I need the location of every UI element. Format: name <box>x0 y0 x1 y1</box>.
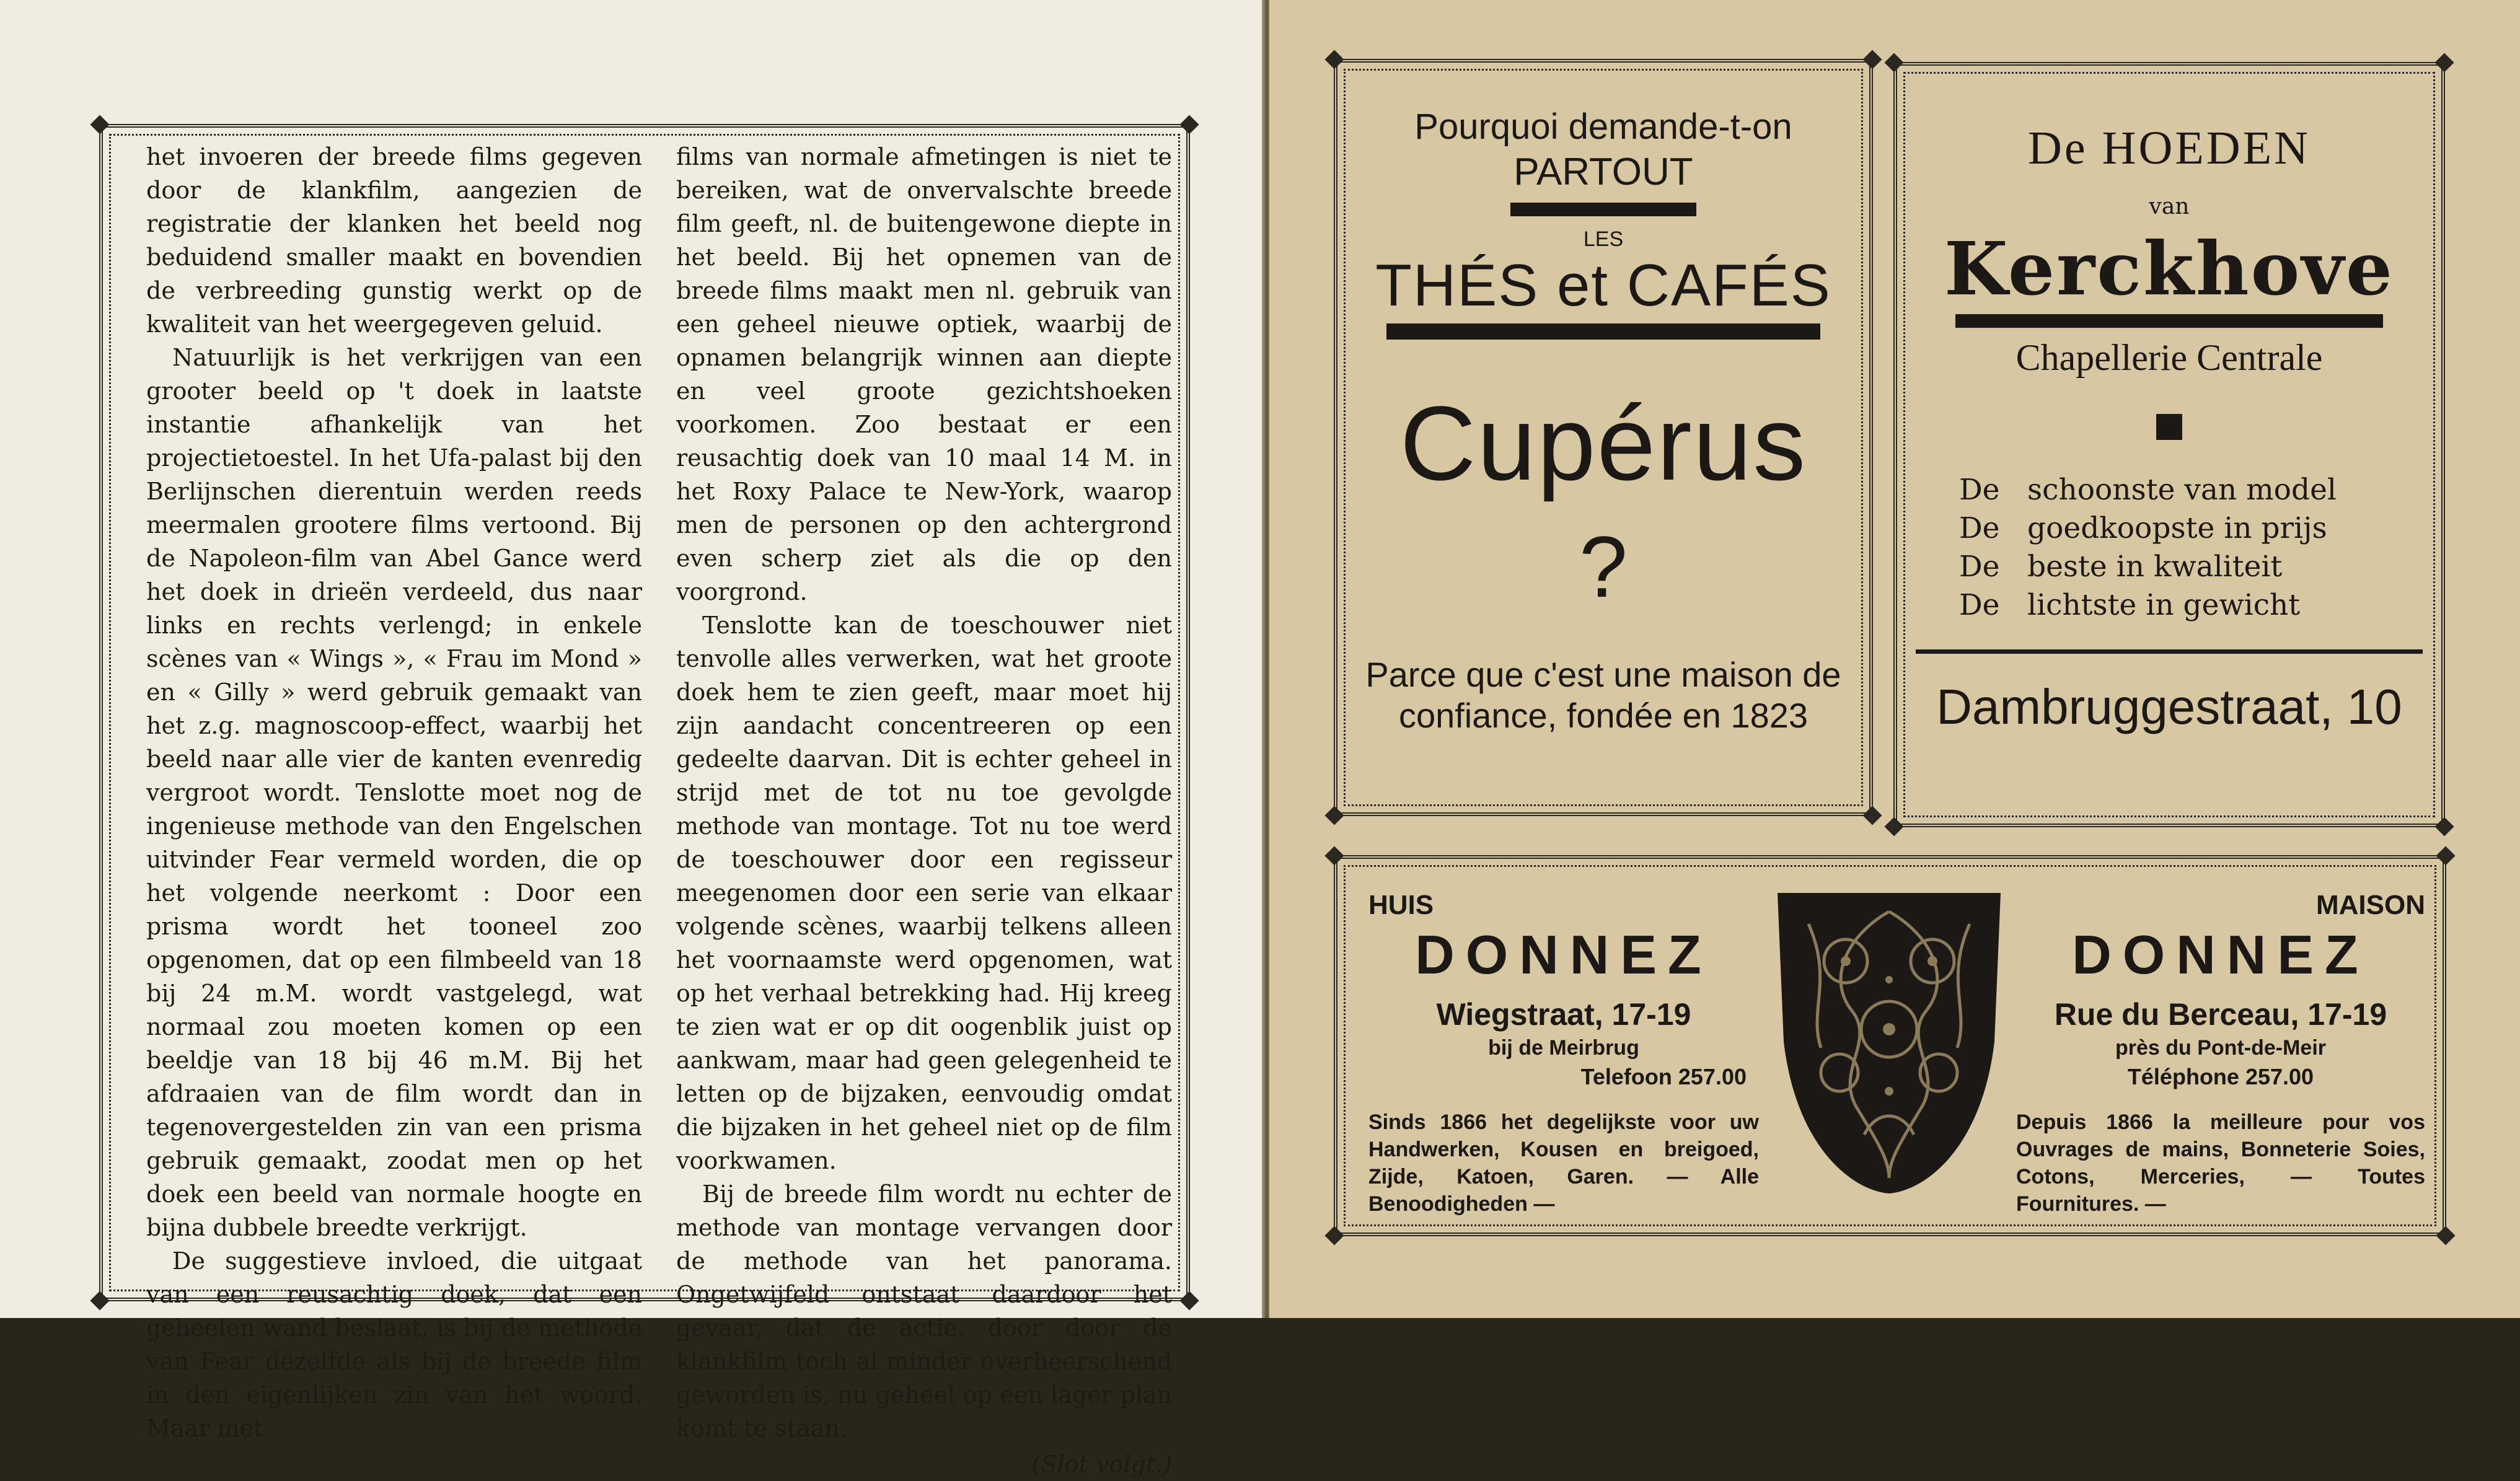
cuperus-les: LES <box>1583 227 1624 251</box>
square-ornament <box>2156 414 2182 440</box>
kerckhove-claim <box>1959 586 2441 625</box>
donnez-huis-label: HUIS <box>1368 890 1434 920</box>
cuperus-question: Pourquoi demande-t-on <box>1414 107 1792 147</box>
donnez-name: DONNEZ <box>2072 924 2369 985</box>
corner-ornament <box>90 115 109 134</box>
claim-prefix: De <box>1959 511 2000 545</box>
donnez-description: Depuis 1866 la meilleure pour vos Ouvrages de mains, Bonneterie Soies, Cotons, Merceries, — Toutes Fournitures. — <box>2016 1110 2425 1216</box>
kerckhove-claims-list <box>1959 471 2441 625</box>
kerckhove-claim <box>1959 471 2441 509</box>
donnez-near: bij de Meirbrug <box>1488 1036 1639 1060</box>
cuperus-advertisement <box>1334 59 1873 816</box>
donnez-dutch-section <box>1368 890 1759 1218</box>
cuperus-tagline: Parce que c'est une maison de confiance, fondée en 1823 <box>1365 655 1841 735</box>
claim-prefix: De <box>1959 473 2000 507</box>
claim-prefix: De <box>1959 550 2000 584</box>
claim-text: lichtste in gewicht <box>2027 588 2301 622</box>
cuperus-products: THÉS et CAFÉS <box>1375 252 1831 319</box>
donnez-name: DONNEZ <box>1415 924 1712 985</box>
donnez-maison-label: MAISON <box>2316 890 2425 920</box>
corner-ornament <box>1179 115 1199 134</box>
kerckhove-address: Dambruggestraat, 10 <box>1936 679 2402 734</box>
claim-text: goedkoopste in prijs <box>2027 511 2327 545</box>
article-paragraph: Bij de breede film wordt nu echter de methode van montage vervangen door de methode van het panorama. Ongetwijfeld ontstaat daardoor het gevaar, dat de actie, door door de klankfilm toch al minder overheerschend geworden is, nu geheel op een lager plan komt te staan. <box>676 1180 1172 1442</box>
kerckhove-advertisement <box>1893 62 2445 827</box>
divider-bar <box>1386 323 1820 340</box>
lace-emblem-image <box>1771 887 2007 1197</box>
kerckhove-claim <box>1959 548 2441 586</box>
kerckhove-subtitle: Chapellerie Centrale <box>2016 337 2323 378</box>
article-paragraph: Natuurlijk is het verkrijgen van een grooter beeld op 't doek in laatste instantie afhankelijk van het projectietoestel. In het Ufa-palast bij den Berlijnschen dierentuin werden reeds meermalen grootere films vertoond. Bij de Napoleon-film van Abel Gance werd het doek in drieën verdeeld, dus naar links en rechts verlengd; in enkele scènes van « Wings », « Frau im Mond » en « Gilly » werd gebruik gemaakt van het z.g. magnoscoop-effect, waarbij het beeld naar alle vier de kanten evenredig vergroot wordt. Tenslotte moet nog de ingenieuse methode van den Engelschen uitvinder Fear vermeld worden, die op het volgende neerkomt : Door een prisma wordt het tooneel zoo opgenomen, dat op een filmbeeld van 18 bij 24 m.M. wordt vastgelegd, wat normaal zou moeten komen op een beeldje van 18 bij 46 m.M. Bij het afdraaien van de film wordt dan in tegenovergestelden zin van een prisma gebruik gemaakt, zoodat men op het doek een beeld van normale hoogte en bijna dubbele breedte verkrijgt. <box>146 344 642 1241</box>
claim-prefix: De <box>1959 588 2000 622</box>
to-be-continued-note: (Slot volgt.) <box>1031 1451 1172 1478</box>
divider-bar <box>1510 203 1696 216</box>
donnez-street: Wiegstraat, 17-19 <box>1436 997 1691 1032</box>
article-paragraph: De suggestieve invloed, die uitgaat van een reusachtig doek, dat een geheelen wand beslaat, is bij de methode van Fear dezelfde als bij de breede film in den eigenlijken zin van het woord. Maar met <box>146 1247 642 1442</box>
corner-ornament <box>90 1291 109 1310</box>
donnez-near: près du Pont-de-Meir <box>2115 1036 2327 1060</box>
article-column-left <box>146 140 642 1442</box>
donnez-french-section <box>2016 890 2425 1218</box>
article-paragraph: films van normale afmetingen is niet te bereiken, wat de onvervalschte breede film geeft, nl. de buitengewone diepte in het beeld. Bij het opnemen van de breede films maakt men nl. gebruik van een geheel nieuwe optiek, waarbij de opnamen belangrijk winnen aan diepte en veel groote gezichtshoeken voorkomen. Zoo bestaat er een reusachtig doek van 10 maal 14 M. in het Roxy Palace te New-York, waarop men de personen op den achtergrond even scherp ziet als die op den voorgrond. <box>676 143 1172 605</box>
article-paragraph: Tenslotte kan de toeschouwer niet tenvolle alles verwerken, wat het groote doek hem te zien geeft, maar moet hij zijn aandacht concentreeren op een gedeelte daarvan. Dit is echter geheel in strijd met de tot nu toe gevolgde methode van montage. Tot nu toe werd de toeschouwer door een regisseur meegenomen door een serie van elkaar volgende scènes, waarbij telkens alleen het voornaamste werd opgenomen, wat op het verhaal betrekking had. Hij kreeg te zien wat er op dit oogenblik juist op aankwam, maar had geen gelegenheid te letten op de bijzaken, eenvoudig omdat die bijzaken in het geheel niet op de film voorkwamen. <box>676 612 1172 1174</box>
donnez-description: Sinds 1866 het degelijkste voor uw Handwerken, Kousen en breigoed, Zijde, Katoen, Garen. — Alle Benoodigheden — <box>1368 1110 1759 1216</box>
claim-text: beste in kwaliteit <box>2027 550 2283 584</box>
kerckhove-van: van <box>2149 194 2190 219</box>
donnez-advertisement <box>1334 855 2446 1236</box>
divider-bar <box>1955 314 2383 328</box>
donnez-telephone: Telefoon 257.00 <box>1580 1064 1747 1089</box>
article-border <box>99 124 1190 1478</box>
cuperus-question-mark: ? <box>1579 518 1628 615</box>
kerckhove-brand-name: Kerckhove <box>1944 226 2394 312</box>
article-column-right <box>676 140 1172 1478</box>
cuperus-partout: PARTOUT <box>1513 151 1693 193</box>
kerckhove-heading: De HOEDEN <box>2027 122 2311 174</box>
donnez-telephone: Téléphone 257.00 <box>2127 1064 2314 1089</box>
article-paragraph: het invoeren der breede films gegeven door de klankfilm, aangezien de registratie der klanken het beeld nog beduidend smaller maakt en bovendien de verbreeding gunstig werkt op de kwaliteit van het weergegeven geluid. <box>146 143 642 338</box>
kerckhove-claim <box>1959 509 2441 548</box>
donnez-street: Rue du Berceau, 17-19 <box>2054 997 2387 1032</box>
claim-text: schoonste van model <box>2027 473 2337 507</box>
divider-rule <box>1916 649 2423 654</box>
cuperus-brand-name: Cupérus <box>1399 385 1807 503</box>
corner-ornament <box>1179 1291 1199 1310</box>
